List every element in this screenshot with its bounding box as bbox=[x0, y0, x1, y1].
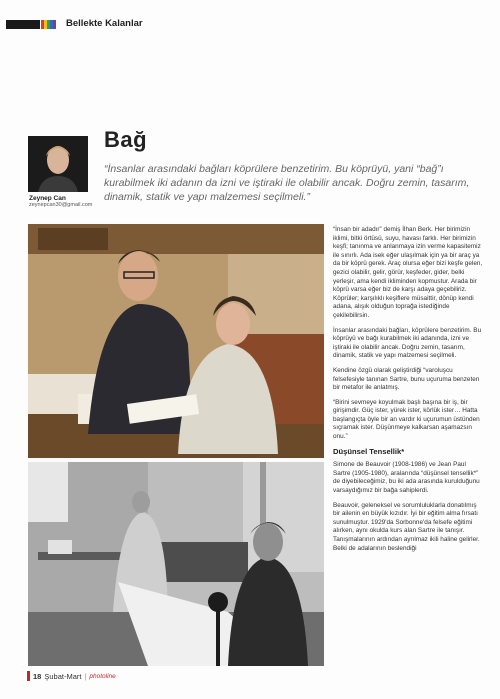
body-quote: “Birini sevmeye koyulmak başlı başına bir iş, bir girişimdir. Güç ister, yürek ister, körlük ister… Hatta başlangıçta öyle bir an vardır ki uçurumun üstünden sıçramak ister. Düşünmeye kalkarsan aşamazsın onu.” bbox=[333, 398, 480, 441]
author-email: zeynepcan30@gmail.com bbox=[29, 202, 93, 208]
stripe bbox=[53, 20, 56, 29]
article-lead: “İnsanlar arasındaki bağları köprülere benzetirim. Bu köprüyü, yani “bağ”ı kurabilmek iki adanın da izni ve iştiraki ile olabilir ancak. Doğru zemin, tasarım, dinamik, statik ve yapı malzemesi seçilmeli.” bbox=[104, 163, 470, 203]
page-number: 18 bbox=[33, 671, 42, 681]
body-paragraph: Beauvoir, geleneksel ve sorumluluklarla donatılmış bir ailenin en büyük kızıdır. İyi bir eğitim alma fırsatı sunulmuştur. 1929'da Sorbonne'da felsefe eğitimi alırken, aynı okulda kurs alan Sartre ile tanışır. Tanışmalarının ardından ayrılmaz ikili haline gelirler. Belki de adalarının beslendiği bbox=[333, 501, 480, 552]
subheading: Düşünsel Tensellik* bbox=[333, 446, 405, 456]
body-paragraph: İnsanlar arasındaki bağları, köprülere benzetirim. Bu köprüyü ve bağı kurabilmek iki adanında, izni ve iştiraki ile olabilir ancak. Doğru zemin, tasarım, dinamik, statik ve yapı malzemesi seçilmeli. bbox=[333, 326, 482, 360]
body-paragraph: Simone de Beauvoir (1908-1986) ve Jean Paul Sartre (1905-1980), aralarında “düşünsel tensellik*” de diyebileceğimiz, bu iki ada arasında kurulduğunu varsaydığımız bir bağa sahiplerdi. bbox=[333, 461, 480, 495]
footer-mark bbox=[27, 671, 30, 681]
section-title: Bellekte Kalanlar bbox=[66, 18, 143, 29]
photo-sartre-beauvoir-color bbox=[28, 224, 324, 458]
brand-logo: photoline bbox=[89, 672, 116, 680]
issue-label: Şubat-Mart bbox=[44, 671, 82, 681]
body-paragraph: “İnsan bir adadır” demiş İlhan Berk. Her birimizin iklimi, bitki örtüsü, suyu, havası farklı. Her birimizin keşfi; tanınma ve anlanmaya izin verme kapasitemiz ile sınırlı. Ada isek eğer ulaşılmak için ya bir araç ya da bir köprü gerek. Araç olursa eğer bizi keşfe gelen, gezici olabilir, gelir, görür, keşfeder, gider, belki yerleşir, ama kendi ikliminden kopmustur. Arada bir köprü varsa eğer biz de karşı adaya geçebiliriz. Köprüler; karşılıklı keşiflere müsaittir, dönüp kendi adana, alışık olduğun toprağa istediğinde çekilebilirsin. bbox=[333, 226, 483, 319]
article-title: Bağ bbox=[104, 127, 148, 152]
section-bar bbox=[6, 20, 40, 29]
body-paragraph: Kendine özgü olarak geliştirdiği “varoluşcu felsefesiyle tanınan Sartre, bunu uçuruma benzeten bir metafor ile anlatmış. bbox=[333, 366, 480, 392]
divider: | bbox=[84, 671, 87, 681]
author-name: Zeynep Can bbox=[29, 195, 66, 202]
photo-sartre-beauvoir-bw bbox=[28, 462, 324, 666]
color-stripes bbox=[41, 20, 56, 29]
author-photo bbox=[28, 136, 88, 192]
page-footer bbox=[27, 671, 116, 681]
article-body bbox=[333, 226, 483, 559]
